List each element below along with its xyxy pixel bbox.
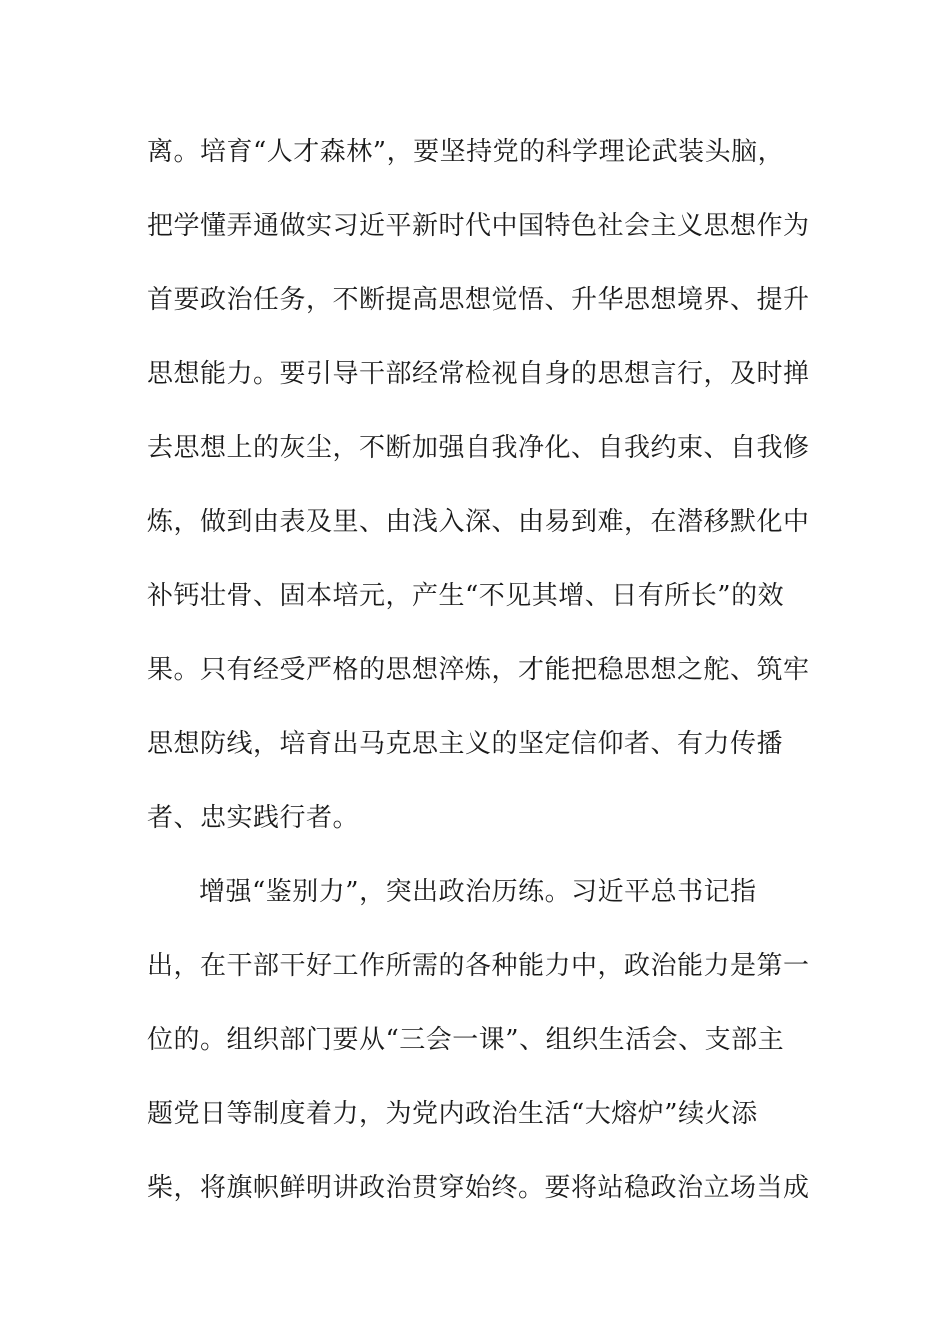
text-line: 思想防线，培育出马克思主义的坚定信仰者、有力传播 [147,729,784,759]
text-line: 去思想上的灰尘，不断加强自我净化、自我约束、自我修 [147,433,810,463]
text-line: 思想能力。要引导干部经常检视自身的思想言行，及时掸 [147,359,810,389]
text-line: 补钙壮骨、固本培元，产生“不见其增、日有所长”的效 [147,581,785,611]
text-line: 果。只有经受严格的思想淬炼，才能把稳思想之舵、筑牢 [147,655,810,685]
paragraph-first-line: 增强“鉴别力”，突出政治历练。习近平总书记指 [199,877,757,907]
text-line: 首要政治任务，不断提高思想觉悟、升华思想境界、提升 [147,285,810,315]
text-line: 位的。组织部门要从“三会一课”、组织生活会、支部主 [147,1025,785,1055]
text-line: 者、忠实践行者。 [147,803,360,833]
text-line: 离。培育“人才森林”，要坚持党的科学理论武装头脑， [147,137,785,167]
text-line: 题党日等制度着力，为党内政治生活“大熔炉”续火添 [147,1099,758,1129]
text-line: 炼，做到由表及里、由浅入深、由易到难，在潜移默化中 [147,507,810,537]
text-line: 把学懂弄通做实习近平新时代中国特色社会主义思想作为 [147,211,810,241]
text-line: 出，在干部干好工作所需的各种能力中，政治能力是第一 [147,951,810,981]
document-body [147,130,810,1240]
text-line: 柴，将旗帜鲜明讲政治贯穿始终。要将站稳政治立场当成 [147,1173,810,1203]
